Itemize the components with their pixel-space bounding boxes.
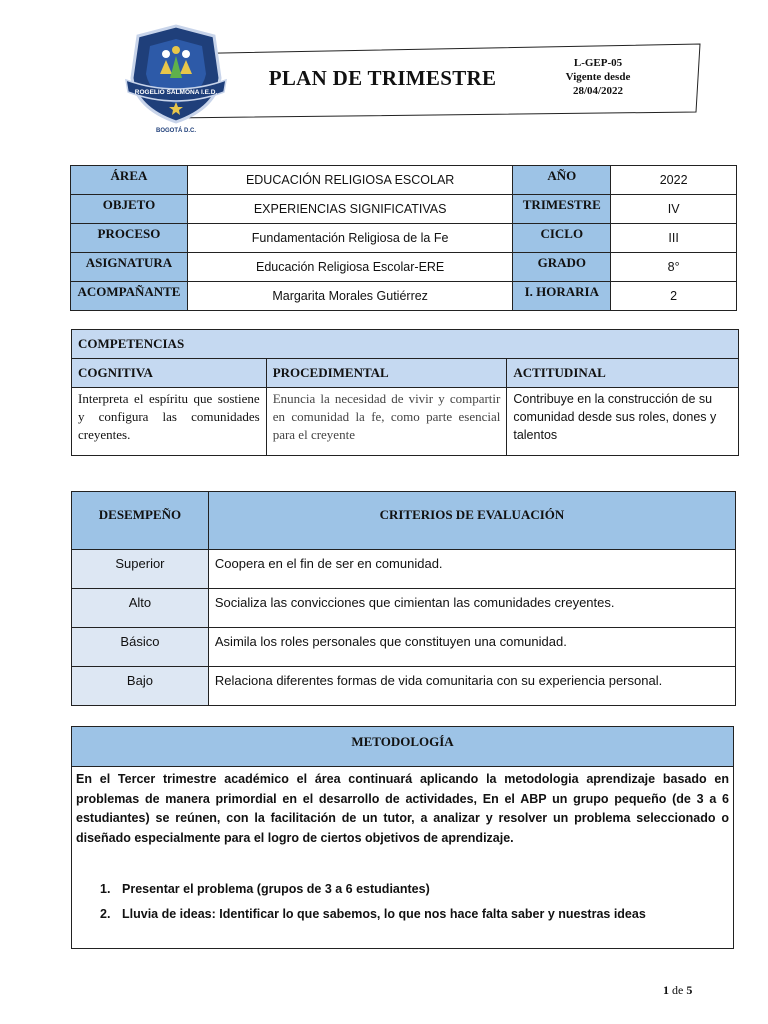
term-label: TRIMESTRE <box>513 195 611 224</box>
competencies-table <box>71 329 739 456</box>
table-row <box>71 166 737 195</box>
valid-label: Vigente desde <box>565 71 631 83</box>
procedural-label: PROCEDIMENTAL <box>266 359 507 388</box>
methodology-box <box>71 726 734 949</box>
level-bajo: Bajo <box>72 667 209 706</box>
teacher-label: ACOMPAÑANTE <box>71 282 188 311</box>
valid-date: 28/04/2022 <box>572 85 624 97</box>
object-value: EXPERIENCIAS SIGNIFICATIVAS <box>187 195 512 224</box>
logo-city-text: BOGOTÁ D.C. <box>156 128 196 134</box>
info-table <box>70 165 737 311</box>
hours-label: I. HORARIA <box>513 282 611 311</box>
table-row <box>72 492 736 550</box>
table-row <box>71 224 737 253</box>
logo-ribbon-text: ROGELIO SALMONA I.E.D. <box>134 89 218 96</box>
table-row <box>72 667 736 706</box>
level-alto: Alto <box>72 589 209 628</box>
table-row <box>72 550 736 589</box>
table-row <box>71 195 737 224</box>
performance-header: DESEMPEÑO <box>72 492 209 550</box>
current-page: 1 <box>663 983 669 997</box>
criteria-bajo: Relaciona diferentes formas de vida comunitaria con su experiencia personal. <box>208 667 735 706</box>
step-text: Lluvia de ideas: Identificar lo que sabemos, lo que nos hace falta saber y nuestras ideas <box>122 907 646 921</box>
area-label: ÁREA <box>71 166 188 195</box>
grade-label: GRADO <box>513 253 611 282</box>
cycle-value: III <box>611 224 737 253</box>
teacher-value: Margarita Morales Gutiérrez <box>187 282 512 311</box>
area-value: EDUCACIÓN RELIGIOSA ESCOLAR <box>187 166 512 195</box>
table-row <box>72 330 739 359</box>
grade-value: 8° <box>611 253 737 282</box>
process-label: PROCESO <box>71 224 188 253</box>
step-number: 2. <box>100 907 111 921</box>
object-label: OBJETO <box>71 195 188 224</box>
list-item <box>100 882 733 896</box>
competencies-title: COMPETENCIAS <box>72 330 739 359</box>
level-superior: Superior <box>72 550 209 589</box>
document-title: PLAN DE TRIMESTRE <box>268 66 497 90</box>
cognitive-label: COGNITIVA <box>72 359 267 388</box>
term-value: IV <box>611 195 737 224</box>
school-crest-logo <box>120 22 232 142</box>
year-value: 2022 <box>611 166 737 195</box>
table-row <box>71 282 737 311</box>
table-row <box>71 253 737 282</box>
table-row <box>72 589 736 628</box>
list-item <box>100 907 733 921</box>
attitudinal-text: Contribuye en la construcción de su comunidad desde sus roles, dones y talentos <box>507 388 739 456</box>
document-code: L-GEP-05 <box>573 57 623 69</box>
methodology-steps <box>72 882 733 921</box>
criteria-basico: Asimila los roles personales que constituyen una comunidad. <box>208 628 735 667</box>
level-basico: Básico <box>72 628 209 667</box>
criteria-alto: Socializa las convicciones que cimientan las comunidades creyentes. <box>208 589 735 628</box>
document-code-block <box>548 56 648 98</box>
hours-value: 2 <box>611 282 737 311</box>
page-of: de <box>672 983 684 997</box>
year-label: AÑO <box>513 166 611 195</box>
criteria-header: CRITERIOS DE EVALUACIÓN <box>208 492 735 550</box>
step-text: Presentar el problema (grupos de 3 a 6 estudiantes) <box>122 882 430 896</box>
cognitive-text: Interpreta el espíritu que sostiene y configura las comunidades creyentes. <box>72 388 267 456</box>
methodology-title: METODOLOGÍA <box>72 727 733 767</box>
performance-table <box>71 491 736 706</box>
subject-label: ASIGNATURA <box>71 253 188 282</box>
attitudinal-label: ACTITUDINAL <box>507 359 739 388</box>
table-row <box>72 359 739 388</box>
methodology-text: En el Tercer trimestre académico el área continuará aplicando la metodologia aprendizaje basado en problemas de manera primordial en el desarrollo de actividades, En el ABP un grupo pequeño (de 3 a 6 estudiantes) se reúnen, con la facilitación de un tutor, a analizar y resolver un problema seleccionado o diseñado especialmente para el logro de ciertos objetivos de aprendizaje. <box>76 772 729 845</box>
process-value: Fundamentación Religiosa de la Fe <box>187 224 512 253</box>
page-number <box>663 983 692 998</box>
subject-value: Educación Religiosa Escolar-ERE <box>187 253 512 282</box>
cycle-label: CICLO <box>513 224 611 253</box>
total-pages: 5 <box>686 983 693 997</box>
table-row <box>72 628 736 667</box>
table-row <box>72 388 739 456</box>
step-number: 1. <box>100 882 111 896</box>
criteria-superior: Coopera en el fin de ser en comunidad. <box>208 550 735 589</box>
procedural-text: Enuncia la necesidad de vivir y compartir en comunidad la fe, como parte esencial para el creyente <box>266 388 507 456</box>
